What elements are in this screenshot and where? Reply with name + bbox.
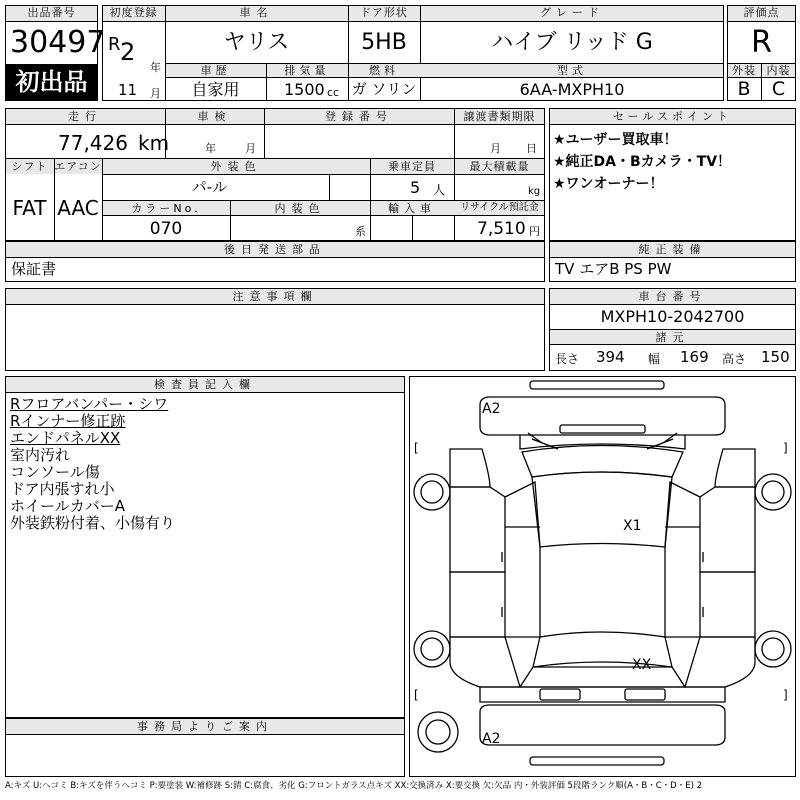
specs-label: 諸元 [655,331,690,344]
car-name-label: 車名 [239,6,274,19]
right-bracket: ] [783,441,788,455]
mileage-unit: km [138,131,170,155]
inspector-note-line [10,464,175,481]
inspector-note-text: エンドパネルXX [10,429,121,447]
right-bracket-rear: ] [783,688,788,702]
registration-month: 11 [118,81,138,99]
registration-era: R [108,34,121,55]
inspector-notes [10,396,175,532]
lot-number-label: 出品番号 [27,6,76,19]
mileage: 77,426 [58,131,128,155]
inspector-note-line [10,481,175,498]
left-bracket: [ [414,441,419,455]
exterior-color-label: 外装色 [210,160,262,173]
inspector-note-line [10,430,175,447]
sales-point-item: ★ワンオーナー！ [553,176,664,192]
inspector-note-text: 外装鉄粉付着、小傷有り [10,514,176,532]
aircon: AAC [57,196,99,220]
inspector-note-line [10,413,175,430]
max-load-unit: kg [528,186,541,197]
interior-color-unit: 系 [355,225,366,238]
color-no: 070 [149,219,183,239]
history-label: 車歴 [200,64,231,77]
equipment: TV エアB PS PW [555,260,672,278]
sales-point-item: ★ユーザー買取車！ [553,132,678,148]
registration-year-unit: 年 [150,61,161,74]
registration-year: 2 [120,38,136,66]
later-parts-label: 後日発送部品 [224,243,326,256]
sales-points-list [553,129,731,195]
shift: FAT [12,196,47,220]
capacity: 5 [410,178,421,197]
rear-panel-damage-mark: XX [632,657,652,673]
inspector-note-line [10,498,175,515]
sales-points-label: セールスポイント [612,110,732,123]
width-label: 幅 [648,352,661,366]
chassis-label: 車台番号 [638,290,707,303]
car-outline-diagram [410,377,795,776]
height-label: 高さ [722,352,747,366]
transfer-month-unit: 月 [490,142,501,155]
equipment-label: 純正装備 [638,243,707,256]
office-label: 事務局よりご案内 [137,720,273,733]
inspector-note-text: ドア内張すれ小 [10,480,115,498]
fuel-label: 燃料 [369,64,399,77]
rating-score: R [751,25,772,60]
later-parts: 保証書 [11,260,57,278]
history: 自家用 [191,80,240,99]
recycle-amount: 7,510 [477,219,526,239]
height: 150 [761,348,790,366]
mileage-label: 走行 [68,110,102,123]
inspector-note-text: ホイールカバーA [10,497,125,515]
recycle-unit: 円 [529,225,540,238]
first-listing-badge-text: 初出品 [15,68,88,96]
car-name: ヤリス [223,30,290,55]
interior-rating-label: 内装 [766,64,791,77]
interior-color-label: 内装色 [274,202,326,215]
length: 394 [596,348,625,366]
left-bracket-rear: [ [414,688,419,702]
door-type-label: ドア形状 [360,6,408,19]
shift-label: シフト [11,160,48,173]
exterior-color: パ-ル [191,178,228,196]
exterior-rating-label: 外装 [732,64,756,77]
inspector-note-line [10,515,175,532]
inspector-note-line [10,396,175,413]
displacement-label: 排気量 [284,64,330,77]
interior-rating: C [771,78,786,100]
front-damage-mark: A2 [482,401,501,417]
capacity-label: 乗車定員 [388,160,436,173]
max-load-label: 最大積載量 [469,160,530,173]
grade: ハイブ リッド G [491,30,653,55]
notes-label: 注意事項欄 [232,290,318,303]
width: 169 [680,348,709,366]
legend: A:キズ U:ヘコミ B:キズを伴うヘコミ P:要塗装 W:補修跡 S:錆 C:腐食、劣化 G:フロントガラス点キズ XX:交換済み X:要交換 欠:欠品 内・外装評価 5段階ランク順(A・B・C・D・E) 2 [5,781,703,791]
inspection-label: 車検 [197,110,232,123]
inspector-note-text: 室内汚れ [10,446,71,464]
grade-label: グレード [540,6,604,19]
lot-number: 30497 [10,25,106,60]
inspector-note-text: コンソール傷 [10,463,100,481]
door-type: 5HB [361,30,407,55]
displacement-unit: cc [327,86,340,99]
chassis-number: MXPH10-2042700 [600,307,745,326]
inspector-note-text: Rフロアバンパー・シワ [10,395,169,413]
import-label: 輸入車 [388,202,436,215]
damage-diagram [409,376,796,777]
first-registration-label: 初度登録 [109,6,158,19]
transfer-docs-label: 譲渡書類期限 [463,110,536,123]
inspector-label: 検査員記入欄 [154,378,256,391]
registration-number-label: 登録番号 [325,110,393,123]
roof-damage-mark: X1 [623,518,642,534]
inspector-note-text: Rインナー修正跡 [10,412,126,430]
exterior-rating: B [737,78,751,100]
color-no-label: カラーNo. [131,202,201,215]
fuel: ガ ソリン [351,80,417,98]
inspection-month-unit: 月 [245,142,256,155]
capacity-unit: 人 [433,183,446,197]
recycle-label: リサイクル預託金 [460,202,539,213]
length-label: 長さ [555,352,580,366]
transfer-day-unit: 日 [526,142,537,155]
model: 6AA-MXPH10 [519,80,625,99]
sales-point-item: ★純正DA・Bカメラ・TV！ [553,154,732,170]
registration-month-unit: 月 [150,87,161,100]
rear-damage-mark: A2 [482,731,501,747]
rating-label: 評価点 [743,6,780,19]
aircon-label: エアコン [54,160,102,173]
model-label: 型式 [557,64,587,77]
inspector-note-line [10,447,175,464]
inspection-year-unit: 年 [205,142,216,155]
displacement: 1500 [284,80,325,99]
